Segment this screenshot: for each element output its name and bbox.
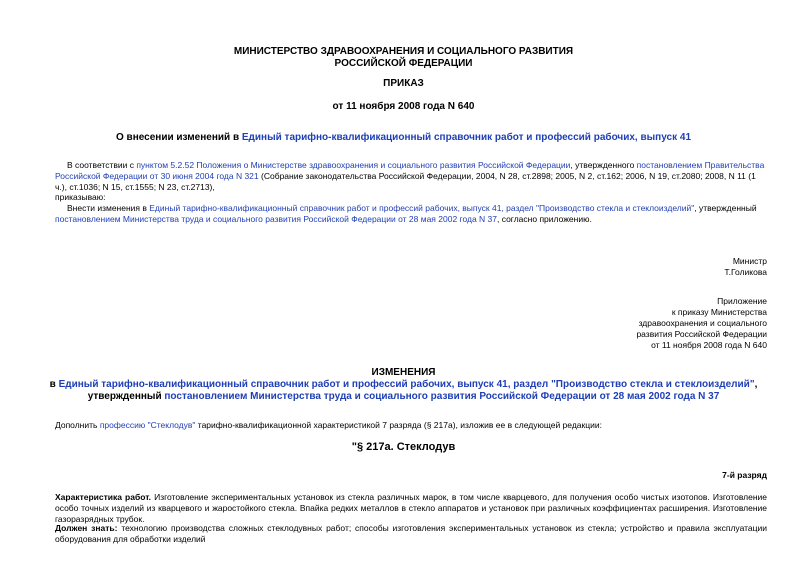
order-word: приказываю: <box>55 192 106 202</box>
signature-block <box>724 256 767 278</box>
appendix-line-5: от 11 ноября 2008 года N 640 <box>651 340 767 350</box>
order-paragraph <box>55 203 767 225</box>
appendix-line-1: Приложение <box>717 296 767 306</box>
must-know-text: технологию производства сложных стеклодувных работ; способы изготовления экспериментальных установок из стекла; устройство и правила эксплуатации оборудования для обработки изделий <box>55 523 767 544</box>
order-text-2: , утвержденный <box>694 203 757 213</box>
changes-heading: ИЗМЕНЕНИЯ <box>371 367 436 378</box>
supplement-text-2: тарифно-квалификационной характеристикой 7 разряда (§ 217а), изложив ее в следующей редакции: <box>195 420 602 430</box>
preamble-paragraph <box>55 160 767 193</box>
appendix-line-3: здравоохранения и социального <box>638 318 767 328</box>
title-prefix: О внесении изменений в <box>115 132 242 143</box>
order-text-1: Внести изменения в <box>67 203 150 213</box>
ministry-line-1: МИНИСТЕРСТВО ЗДРАВООХРАНЕНИЯ И СОЦИАЛЬНОГО РАЗВИТИЯ <box>233 46 574 57</box>
preamble-text-2: , утвержденного <box>570 160 637 170</box>
order-text-3: , согласно приложению. <box>497 214 592 224</box>
doc-date-number: от 11 ноября 2008 года N 640 <box>332 101 475 112</box>
must-know-paragraph <box>55 523 767 545</box>
doc-type: ПРИКАЗ <box>383 78 424 89</box>
changes-link-1[interactable]: Единый тарифно-квалификационный справочник работ и профессий рабочих, выпуск 41, раздел "Производство стекла и стеклоизделий" <box>58 379 755 390</box>
preamble-text-3: (Собрание законодательства Российской Федерации, 2004, N 28, ст.2898; 2005, N 2, ст.162; 2006, N 19, ст.2080; 2008, N 11 (1 ч.), ст.1036; N 15, ст.1555; N 23, ст.2713), <box>55 171 756 192</box>
characteristic-paragraph <box>55 492 767 525</box>
changes-text-1: в <box>49 379 59 390</box>
preamble-text-1: В соответствии с <box>67 160 137 170</box>
preamble-link-2[interactable]: постановлением Правительства Российской Федерации от 30 июня 2004 года N 321 <box>55 160 765 181</box>
title-link[interactable]: Единый тарифно-квалификационный справочник работ и профессий рабочих, выпуск 41 <box>241 132 692 143</box>
signature-name: Т.Голикова <box>724 267 767 277</box>
supplement-paragraph <box>55 420 767 431</box>
supplement-link[interactable]: профессию "Стеклодув" <box>99 420 196 430</box>
must-know-label: Должен знать: <box>55 523 118 533</box>
appendix-line-4: развития Российской Федерации <box>636 329 767 339</box>
ministry-header <box>0 46 807 70</box>
changes-subtitle <box>45 379 762 403</box>
characteristic-label: Характеристика работ. <box>55 492 151 502</box>
supplement-text-1: Дополнить <box>55 420 100 430</box>
section-title: "§ 217а. Стеклодув <box>351 441 456 453</box>
doc-title <box>0 132 807 144</box>
characteristic-text: Изготовление экспериментальных установок из стекла различных марок, в том числе кварцевого, для получения особо чистых изотопов. Изготовление особо точных изделий из кварцевого и жаростойкого стекла. Впайка редких металлов в стекло аппаратов и установок при различных коэффициентах расширения. Изготовление газоразрядных трубок. <box>55 492 767 524</box>
signature-position: Министр <box>732 256 767 266</box>
appendix-block <box>636 296 767 351</box>
section-grade: 7-й разряд <box>722 470 767 480</box>
changes-link-2[interactable]: постановлением Министерства труда и социального развития Российской Федерации от 28 мая 2002 года N 37 <box>164 391 720 402</box>
changes-text-2: , утвержденный <box>87 379 758 402</box>
preamble-link-1[interactable]: пунктом 5.2.52 Положения о Министерстве здравоохранения и социального развития Российской Федерации <box>136 160 571 170</box>
ministry-line-2: РОССИЙСКОЙ ФЕДЕРАЦИИ <box>334 58 473 69</box>
appendix-line-2: к приказу Министерства <box>671 307 767 317</box>
order-link-2[interactable]: постановлением Министерства труда и социального развития Российской Федерации от 28 мая 2002 года N 37 <box>55 214 498 224</box>
order-link-1[interactable]: Единый тарифно-квалификационный справочник работ и профессий рабочих, выпуск 41, раздел "Производство стекла и стеклоизделий" <box>149 203 695 213</box>
